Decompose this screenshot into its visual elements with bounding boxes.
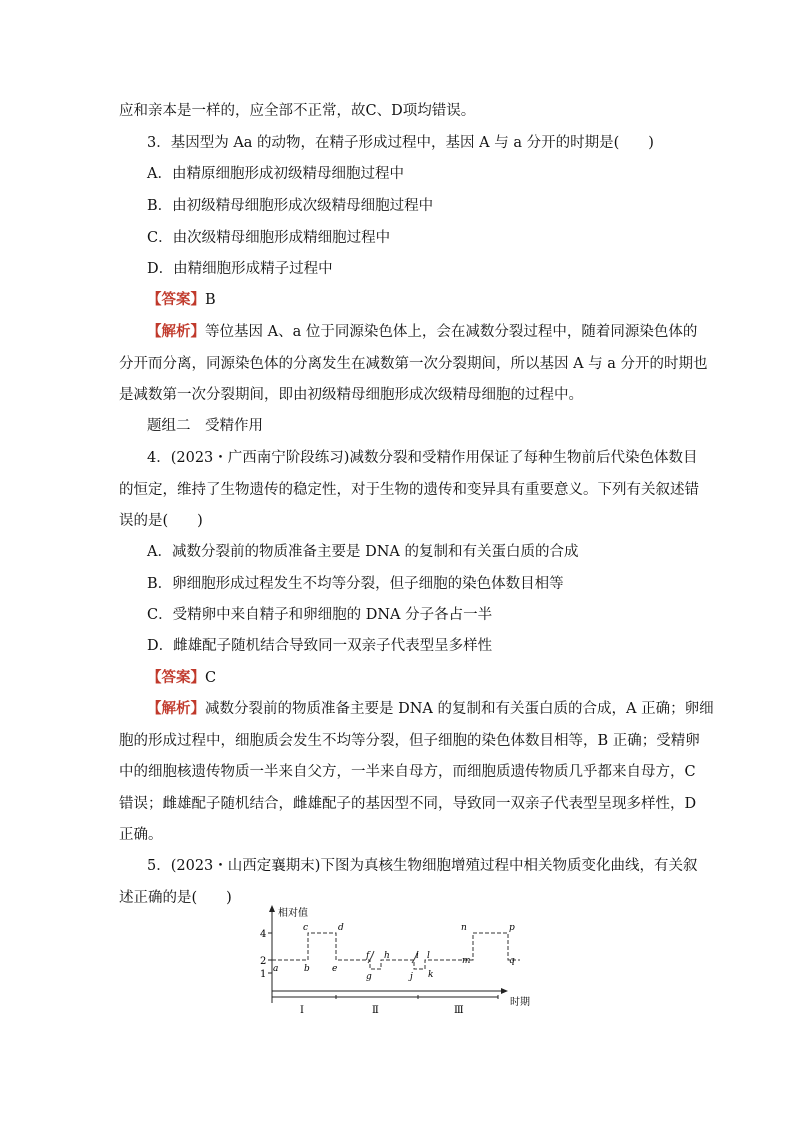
x-axis-arrow (501, 988, 508, 994)
stage-bracket (272, 995, 498, 999)
explanation-tag: 【解析】 (147, 700, 205, 717)
answer-value: C (205, 670, 217, 686)
point-label: m (462, 956, 471, 966)
y-axis-label: 相对值 (278, 908, 308, 919)
text-line: 的恒定，维持了生物遗传的稳定性，对于生物的遗传和变异具有重要意义。下列有关叙述错 (119, 482, 699, 498)
y-tick-label: 1 (260, 969, 267, 980)
answer-tag: 【答案】 (147, 669, 205, 686)
stage-label: Ⅰ (300, 1005, 304, 1016)
stage-label: Ⅲ (454, 1005, 464, 1016)
text-line: 正确。 (119, 827, 163, 843)
point-label: l (427, 951, 430, 961)
point-label: f (366, 951, 370, 961)
y-tick-label: 4 (260, 929, 267, 940)
explanation-text: 减数分裂前的物质准备主要是 DNA 的复制和有关蛋白质的合成，A 正确；卵细 (205, 701, 714, 717)
text-line: 是减数第一次分裂期间，即由初级精母细胞形成次级精母细胞的过程中。 (119, 387, 583, 403)
question-5: 5．(2023・山西定襄期末)下图为真核生物细胞增殖过程中相关物质变化曲线，有关叙 (147, 858, 698, 874)
x-axis-label: 时期 (510, 997, 530, 1008)
point-label: i (416, 951, 419, 961)
point-label: g (366, 972, 372, 982)
explanation-line (147, 699, 714, 719)
option-b: B．卵细胞形成过程发生不均等分裂，但子细胞的染色体数目相等 (147, 576, 564, 592)
option-a: A．减数分裂前的物质准备主要是 DNA 的复制和有关蛋白质的合成 (147, 544, 579, 560)
point-label: c (303, 923, 309, 933)
text-line: 误的是( ) (119, 513, 203, 529)
point-label: h (384, 951, 390, 961)
text-line: 中的细胞核遗传物质一半来自父方，一半来自母方，而细胞质遗传物质几乎都来自母方，C (119, 764, 696, 780)
option-a: A．由精原细胞形成初级精母细胞过程中 (147, 166, 404, 182)
y-axis-arrow (269, 905, 275, 912)
relative-value-diagram (258, 903, 548, 1023)
option-d: D．由精细胞形成精子过程中 (147, 261, 333, 277)
text-line: 分开而分离，同源染色体的分离发生在减数第一次分裂期间，所以基因 A 与 a 分开的时期也 (119, 356, 708, 372)
point-label: a (273, 964, 279, 974)
point-label: d (338, 923, 344, 933)
text-line: 错误；雌雄配子随机结合，雌雄配子的基因型不同，导致同一双亲子代表型呈现多样性，D (119, 796, 697, 812)
point-label: p (509, 923, 515, 933)
explanation-text: 等位基因 A、a 位于同源染色体上，会在减数分裂过程中，随着同源染色体的 (205, 324, 698, 340)
option-b: B．由初级精母细胞形成次级精母细胞过程中 (147, 198, 434, 214)
stage-label: Ⅱ (372, 1005, 379, 1016)
point-label: q (509, 956, 515, 966)
text-line: 述正确的是( ) (119, 890, 232, 906)
answer-line (147, 668, 216, 688)
point-label: b (304, 964, 310, 974)
point-label: k (428, 970, 434, 980)
option-d: D．雌雄配子随机结合导致同一双亲子代表型呈多样性 (147, 638, 493, 654)
text-line: 应和亲本是一样的，应全部不正常，故C、D项均错误。 (119, 103, 476, 119)
question-4: 4．(2023・广西南宁阶段练习)减数分裂和受精作用保证了每种生物前后代染色体数目 (147, 450, 698, 466)
answer-value: B (205, 292, 216, 308)
option-c: C．受精卵中来自精子和卵细胞的 DNA 分子各占一半 (147, 607, 493, 623)
answer-line (147, 290, 216, 310)
question-3: 3．基因型为 Aa 的动物，在精子形成过程中，基因 A 与 a 分开的时期是( ) (147, 135, 654, 151)
text-line: 胞的形成过程中，细胞质会发生不均等分裂，但子细胞的染色体数目相等，B 正确；受精卵 (119, 733, 700, 749)
point-label: n (461, 923, 467, 933)
group-heading: 题组二 受精作用 (147, 418, 263, 434)
explanation-line (147, 322, 697, 342)
option-c: C．由次级精母细胞形成精细胞过程中 (147, 230, 391, 246)
point-labels (273, 923, 515, 982)
answer-tag: 【答案】 (147, 291, 205, 308)
point-label: j (410, 972, 413, 982)
explanation-tag: 【解析】 (147, 323, 205, 340)
point-label: e (332, 964, 338, 974)
y-tick-label: 2 (260, 956, 267, 967)
